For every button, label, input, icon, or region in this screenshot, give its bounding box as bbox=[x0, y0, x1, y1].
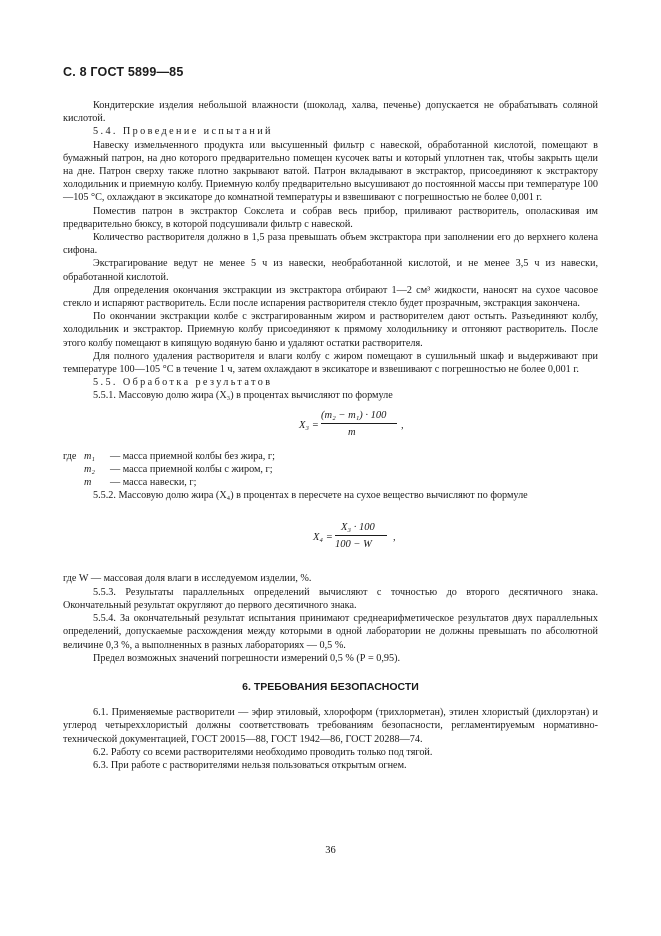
paragraph: 5.5.3. Результаты параллельных определений вычисляют с точностью до второго десятичного знака. Окончательный результат округляют до первого десятичного знака. bbox=[63, 586, 598, 611]
formula-numerator: X₃ · 100 bbox=[341, 522, 375, 534]
paragraph: 5.5.1. Массовую долю жира (X₃) в процентах вычисляют по формуле bbox=[93, 390, 393, 402]
paragraph: 5.5.2. Массовую долю жира (X₄) в процентах в пересчете на сухое вещество вычисляют по формуле bbox=[93, 490, 528, 502]
paragraph: Предел возможных значений погрешности измерений 0,5 % (Р = 0,95). bbox=[93, 652, 401, 664]
formula-denominator: m bbox=[348, 426, 356, 438]
paragraph: Поместив патрон в экстрактор Сокслета и собрав весь прибор, приливают растворитель, ополаскивая им предварительно бюксу, в которой подсушивали фильтр с навеской. bbox=[63, 205, 598, 230]
paragraph: 6.2. Работу со всеми растворителями необходимо проводить только под тягой. bbox=[93, 746, 433, 758]
formula-lhs: X₄ = bbox=[313, 532, 333, 544]
definition-symbol: m₂ bbox=[84, 463, 95, 475]
paragraph: где W — массовая доля влаги в исследуемом изделии, %. bbox=[63, 573, 312, 585]
definition-symbol: m₁ bbox=[84, 450, 95, 462]
paragraph: По окончании экстракции колбе с экстрагированным жиром и растворителем дают остыть. Разъединяют колбу, холодильник и экстрактор. Приемную колбу присоединяют к прямому холодильнику и отгоняют растворитель. После этого колбу помещают в кипящую водяную баню и удаляют остатки растворителя. bbox=[63, 311, 598, 349]
definition-row bbox=[63, 476, 598, 489]
page-header: С. 8 ГОСТ 5899—85 bbox=[63, 65, 184, 79]
paragraph: Кондитерские изделия небольшой влажности (шоколад, халва, печенье) допускается не обрабатывать соляной кислотой. bbox=[63, 100, 598, 125]
section-heading-5-4: 5.4. Проведение испытаний bbox=[93, 126, 273, 138]
definition-prefix bbox=[63, 463, 84, 476]
page-number: 36 bbox=[325, 845, 336, 856]
definition-row bbox=[63, 450, 598, 463]
formula-numerator: (m₂ − m₁) · 100 bbox=[321, 409, 387, 421]
paragraph: Экстрагирование ведут не менее 5 ч из навески, необработанной кислотой, и не менее 3,5 ч из навески, обработанной кислотой. bbox=[63, 258, 598, 283]
formula-lhs: X₃ = bbox=[299, 419, 319, 431]
paragraph: 6.1. Применяемые растворители — эфир этиловый, хлороформ (трихлорметан), этилен хлористый (дихлорэтан) и углерод четыреххлористый должны соответствовать требованиям безопасности, регламентируемым нормативно-технической документацией, ГОСТ 20015—88, ГОСТ 1942—86, ГОСТ 20288—74. bbox=[63, 707, 598, 745]
paragraph: 5.5.4. За окончательный результат испытания принимают среднеарифметическое результатов двух параллельных определений, допускаемые расхождения между которыми в одной лаборатории не должны превышать по абсолютной величине 0,3 %, а выполненных в разных лабораториях — 0,5 %. bbox=[63, 613, 598, 651]
section-title: 6. ТРЕБОВАНИЯ БЕЗОПАСНОСТИ bbox=[242, 680, 419, 693]
definition-text: — масса приемной колбы с жиром, г; bbox=[110, 463, 273, 475]
section-heading-5-5: 5.5. Обработка результатов bbox=[93, 377, 273, 389]
definition-text: — масса приемной колбы без жира, г; bbox=[110, 450, 275, 462]
formula-tail: , bbox=[401, 419, 404, 431]
formula-tail: , bbox=[393, 532, 396, 544]
definition-text: — масса навески, г; bbox=[110, 477, 197, 489]
paragraph: Количество растворителя должно в 1,5 раза превышать объем экстрактора при заполнении его до верхнего колена сифона. bbox=[63, 232, 598, 257]
definition-prefix bbox=[63, 476, 84, 489]
fraction-bar bbox=[321, 423, 397, 424]
paragraph: Навеску измельченного продукта или высушенный фильтр с навеской, обработанной кислотой, помещают в бумажный патрон, на дно которого предварительно помещен кусочек ваты и который уплотнен так, чтобы закрыть щели на дне. Патрон сверху также плотно закрывают ватой. Патрон вкладывают в экстрактор, присоединяют к экстрактору холодильник и приемную колбу. Приемную колбу предварительно высушивают до постоянной массы при температуре 100—105 °С, охлаждают в эксикаторе до комнатной температуры и взвешивают с погрешностью не более 0,001 г. bbox=[63, 139, 598, 204]
formula-denominator: 100 − W bbox=[335, 539, 372, 551]
paragraph: 6.3. При работе с растворителями нельзя пользоваться открытым огнем. bbox=[93, 759, 407, 771]
variable-definitions bbox=[63, 450, 598, 490]
formula-x3 bbox=[63, 406, 598, 446]
paragraph: Для определения окончания экстракции из экстрактора отбирают 1—2 см³ жидкости, наносят на сухое часовое стекло и испаряют растворитель. Если после испарения растворителя стекло будет прозрачным, экстракция закончена. bbox=[63, 284, 598, 310]
definition-row bbox=[63, 463, 598, 476]
paragraph: Для полного удаления растворителя и влаги колбу с жиром помещают в сушильный шкаф и выдерживают при температуре 100—105 °С в течение 1 ч, затем охлаждают в эксикаторе и взвешивают с погрешностью не более 0,001 г. bbox=[63, 350, 598, 376]
fraction-bar bbox=[335, 535, 387, 536]
document-body bbox=[63, 99, 598, 772]
formula-x4 bbox=[63, 518, 598, 558]
definition-prefix: где bbox=[63, 450, 77, 462]
definition-symbol: m bbox=[84, 477, 92, 489]
